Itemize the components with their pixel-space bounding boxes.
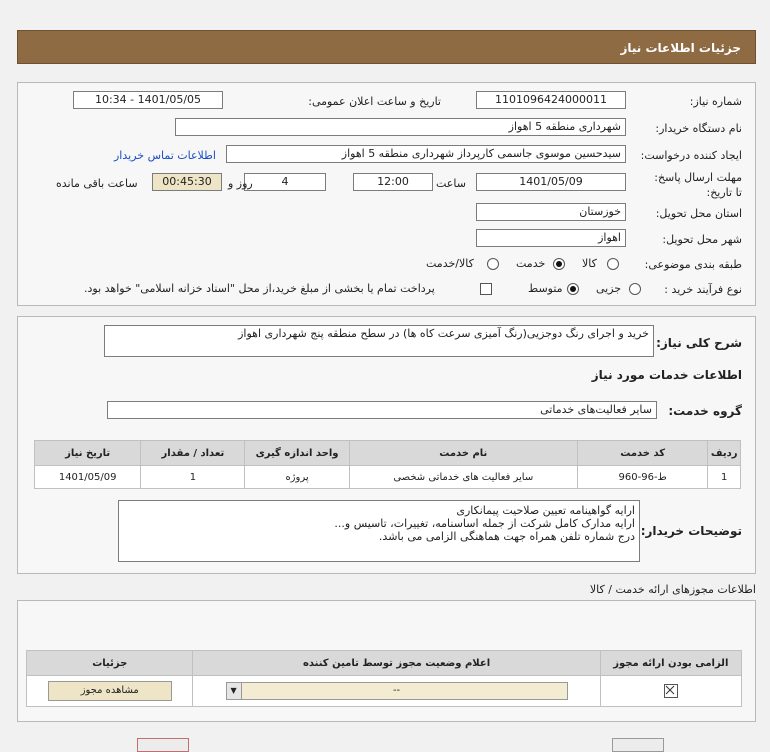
buyer-org-field[interactable]: شهرداری منطقه 5 اهواز <box>175 118 626 136</box>
description-label: شرح کلی نیاز: <box>656 336 742 350</box>
buyer-note-line: درج شماره تلفن همراه جهت هماهنگی الزامی می باشد. <box>378 530 635 543</box>
deadline-time-field[interactable]: 12:00 <box>353 173 433 191</box>
payment-note: پرداخت تمام یا بخشی از مبلغ خرید،از محل "اسناد خزانه اسلامی" خواهد بود. <box>84 282 435 295</box>
service-group-field[interactable]: سایر فعالیت‌های خدماتی <box>107 401 657 419</box>
license-required-checkbox <box>664 684 678 698</box>
days-label: روز و <box>228 177 253 190</box>
buyer-note-line: ارایه گواهینامه تعیین صلاحیت پیمانکاری <box>456 504 635 517</box>
col-unit: واحد اندازه گیری <box>245 441 349 466</box>
announce-field[interactable]: 1401/05/05 - 10:34 <box>73 91 223 109</box>
page-title: جزئیات اطلاعات نیاز <box>620 41 741 55</box>
col-details: جزئیات <box>27 651 193 676</box>
process-medium-radio[interactable] <box>567 283 579 295</box>
remaining-time-field: 00:45:30 <box>152 173 222 191</box>
services-heading: اطلاعات خدمات مورد نیاز <box>591 368 742 382</box>
col-status: اعلام وضعیت مجوز توسط تامین کننده <box>193 651 600 676</box>
cell-unit: پروژه <box>245 466 349 489</box>
cell-date: 1401/05/09 <box>35 466 141 489</box>
category-service-radio[interactable] <box>553 258 565 270</box>
col-date: تاریخ نیاز <box>35 441 141 466</box>
license-required-cell <box>600 676 741 707</box>
view-license-button[interactable]: مشاهده مجوز <box>48 681 172 701</box>
requester-field[interactable]: سیدحسین موسوی جاسمی کارپرداز شهرداری منطقه 5 اهواز <box>226 145 626 163</box>
city-label: شهر محل تحویل: <box>662 233 742 246</box>
treasury-checkbox[interactable] <box>480 283 492 295</box>
city-field[interactable]: اهواز <box>476 229 626 247</box>
license-status-value: -- <box>392 685 401 696</box>
licenses-table <box>26 650 742 707</box>
bottom-button-left[interactable] <box>137 738 189 752</box>
description-text: خرید و اجرای رنگ دوجزیی(رنگ آمیزی سرعت کاه ها) در سطح منطقه پنج شهرداری اهواز <box>238 327 649 340</box>
process-minor-label: جزیی <box>596 282 622 295</box>
services-table-header <box>35 441 741 466</box>
licenses-table-header <box>27 651 742 676</box>
process-label: نوع فرآیند خرید : <box>664 283 742 296</box>
col-name: نام خدمت <box>349 441 577 466</box>
category-service-label: خدمت <box>516 257 546 270</box>
col-qty: تعداد / مقدار <box>141 441 245 466</box>
days-field[interactable]: 4 <box>244 173 326 191</box>
service-group-label: گروه خدمت: <box>668 404 742 418</box>
category-label: طبقه بندی موضوعی: <box>644 258 742 271</box>
need-number-label: شماره نیاز: <box>689 95 742 108</box>
buyer-notes-label: توضیحات خریدار: <box>640 524 742 538</box>
license-row <box>27 676 742 707</box>
category-both-radio[interactable] <box>487 258 499 270</box>
description-field[interactable] <box>104 325 654 357</box>
cell-qty: 1 <box>141 466 245 489</box>
announce-label: تاریخ و ساعت اعلان عمومی: <box>308 95 441 108</box>
deadline-label-text: مهلت ارسال پاسخ: تا تاریخ: <box>654 171 742 199</box>
services-table <box>34 440 741 489</box>
page-header <box>17 30 756 64</box>
cell-name: سایر فعالیت های خدماتی شخصی <box>349 466 577 489</box>
col-code: کد خدمت <box>577 441 707 466</box>
buyer-org-label: نام دستگاه خریدار: <box>655 122 742 135</box>
need-number-field[interactable]: 1101096424000011 <box>476 91 626 109</box>
process-medium-label: متوسط <box>528 282 563 295</box>
cell-code: ط-96-960 <box>577 466 707 489</box>
license-status-select[interactable] <box>226 682 568 700</box>
buyer-notes-field[interactable] <box>118 500 640 562</box>
bottom-button-right[interactable] <box>612 738 664 752</box>
process-minor-radio[interactable] <box>629 283 641 295</box>
category-goods-radio[interactable] <box>607 258 619 270</box>
province-label: استان محل تحویل: <box>655 207 742 220</box>
deadline-label <box>652 170 742 200</box>
cell-row: 1 <box>708 466 741 489</box>
province-field[interactable]: خوزستان <box>476 203 626 221</box>
requester-label: ایجاد کننده درخواست: <box>640 149 742 162</box>
license-details-cell <box>27 676 193 707</box>
dropdown-arrow-icon[interactable]: ▼ <box>227 683 242 699</box>
license-status-cell <box>193 676 600 707</box>
cross-icon <box>664 684 676 696</box>
buyer-note-line: ارایه مدارک کامل شرکت از جمله اساسنامه، تغییرات، تاسیس و... <box>334 517 635 530</box>
licenses-heading: اطلاعات مجوزهای ارائه خدمت / کالا <box>589 583 756 596</box>
deadline-date-field[interactable]: 1401/05/09 <box>476 173 626 191</box>
need-info-panel <box>17 82 756 306</box>
time-label: ساعت <box>436 177 466 190</box>
table-row[interactable] <box>35 466 741 489</box>
category-goods-label: کالا <box>582 257 597 270</box>
col-required: الزامی بودن ارائه مجوز <box>600 651 741 676</box>
contact-buyer-link[interactable]: اطلاعات تماس خریدار <box>114 149 216 162</box>
category-both-label: کالا/خدمت <box>426 257 474 270</box>
col-row: ردیف <box>708 441 741 466</box>
remaining-label: ساعت باقی مانده <box>56 177 138 190</box>
